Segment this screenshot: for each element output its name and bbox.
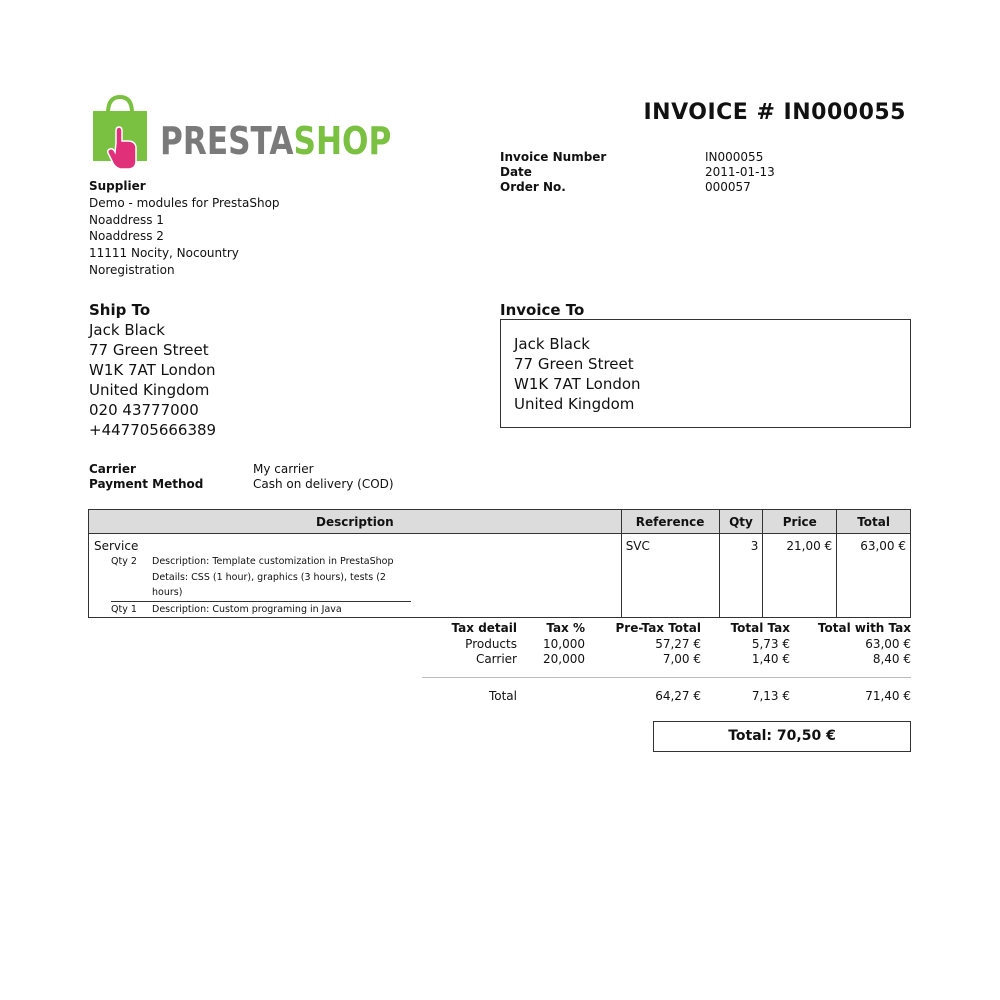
tax-cell: 57,27 € <box>655 637 701 651</box>
address-line: Jack Black <box>89 321 165 339</box>
supplier-line: Demo - modules for PrestaShop <box>89 195 280 210</box>
item-reference: SVC <box>625 539 650 553</box>
address-line: 020 43777000 <box>89 401 199 419</box>
tax-total-cell: 64,27 € <box>655 689 701 703</box>
shipping-labels <box>89 462 203 492</box>
shopping-bag-icon <box>90 95 160 175</box>
detail-qty: Qty 2 <box>111 556 137 567</box>
tax-cell: 10,000 <box>543 637 585 651</box>
tax-cell: 1,40 € <box>751 652 790 666</box>
shipping-values <box>253 462 394 492</box>
meta-value: IN000055 <box>705 150 764 164</box>
tax-divider <box>422 677 911 678</box>
tax-header: Total Tax <box>730 621 790 635</box>
invoice-meta-values <box>705 150 775 195</box>
address-line: Jack Black <box>514 335 590 353</box>
column-header: Reference <box>621 510 719 534</box>
item-title: Service <box>94 539 139 553</box>
meta-value: 000057 <box>705 180 751 194</box>
tax-header: Tax % <box>546 621 585 635</box>
address-line: +447705666389 <box>89 421 217 439</box>
ship-to-address <box>89 320 216 440</box>
supplier-block <box>89 178 280 279</box>
detail-text: Description: Custom programing in Java <box>152 603 342 615</box>
column-header: Qty <box>719 510 763 534</box>
items-table <box>88 509 911 618</box>
address-line: W1K 7AT London <box>514 375 641 393</box>
item-detail <box>111 570 411 602</box>
item-reference-cell <box>621 534 719 618</box>
invoice-title: INVOICE # IN000055 <box>643 100 906 125</box>
tax-cell: 7,00 € <box>662 652 701 666</box>
tax-cell: 63,00 € <box>865 637 911 651</box>
tax-total-cell: 71,40 € <box>865 689 911 703</box>
meta-label: Invoice Number <box>500 150 607 164</box>
detail-text: Details: CSS (1 hour), graphics (3 hours), tests (2 hours) <box>152 571 386 598</box>
supplier-line: 11111 Nocity, Nocountry <box>89 246 239 261</box>
tax-cell: Products <box>465 637 517 651</box>
address-line: W1K 7AT London <box>89 361 216 379</box>
payment-method-label: Payment Method <box>89 477 204 491</box>
address-line: 77 Green Street <box>514 355 634 373</box>
invoice-to-address <box>501 320 910 414</box>
meta-label: Order No. <box>500 180 566 194</box>
carrier-value: My carrier <box>253 462 314 476</box>
tax-cell: 5,73 € <box>751 637 790 651</box>
items-header-row <box>89 510 911 534</box>
item-detail <box>89 554 621 570</box>
tax-header: Total with Tax <box>817 621 911 635</box>
logo-wordmark: PRESTASHOP <box>160 119 392 163</box>
item-description-cell <box>89 534 622 618</box>
invoice-to-heading: Invoice To <box>500 301 585 319</box>
supplier-line: Noaddress 2 <box>89 229 164 244</box>
detail-text: Description: Template customization in PrestaShop <box>152 556 394 567</box>
tax-cell: Carrier <box>475 652 517 666</box>
grand-total-box: Total: 70,50 € <box>653 721 911 752</box>
address-line: United Kingdom <box>89 381 210 399</box>
meta-value: 2011-01-13 <box>705 165 775 179</box>
column-header: Price <box>763 510 837 534</box>
address-line: United Kingdom <box>514 395 635 413</box>
supplier-line: Noaddress 1 <box>89 212 164 227</box>
supplier-heading: Supplier <box>89 179 146 193</box>
tax-cell: 20,000 <box>543 652 585 666</box>
item-qty: 3 <box>719 534 763 618</box>
column-header: Total <box>837 510 911 534</box>
item-total: 63,00 € <box>837 534 911 618</box>
tax-header: Pre-Tax Total <box>615 621 701 635</box>
tax-total-label: Total <box>488 689 517 703</box>
invoice-to-box <box>500 319 911 428</box>
column-header: Description <box>89 510 622 534</box>
detail-qty: Qty 1 <box>111 603 137 615</box>
tax-cell: 8,40 € <box>872 652 911 666</box>
tax-header: Tax detail <box>451 621 517 635</box>
item-detail <box>89 602 621 618</box>
invoice-meta-labels <box>500 150 606 195</box>
ship-to-heading: Ship To <box>89 301 151 319</box>
carrier-label: Carrier <box>89 462 136 476</box>
address-line: 77 Green Street <box>89 341 209 359</box>
payment-method-value: Cash on delivery (COD) <box>253 477 394 491</box>
item-price: 21,00 € <box>763 534 837 618</box>
supplier-line: Noregistration <box>89 262 175 277</box>
meta-label: Date <box>500 165 532 179</box>
tax-total-cell: 7,13 € <box>751 689 790 703</box>
table-row <box>89 534 911 618</box>
